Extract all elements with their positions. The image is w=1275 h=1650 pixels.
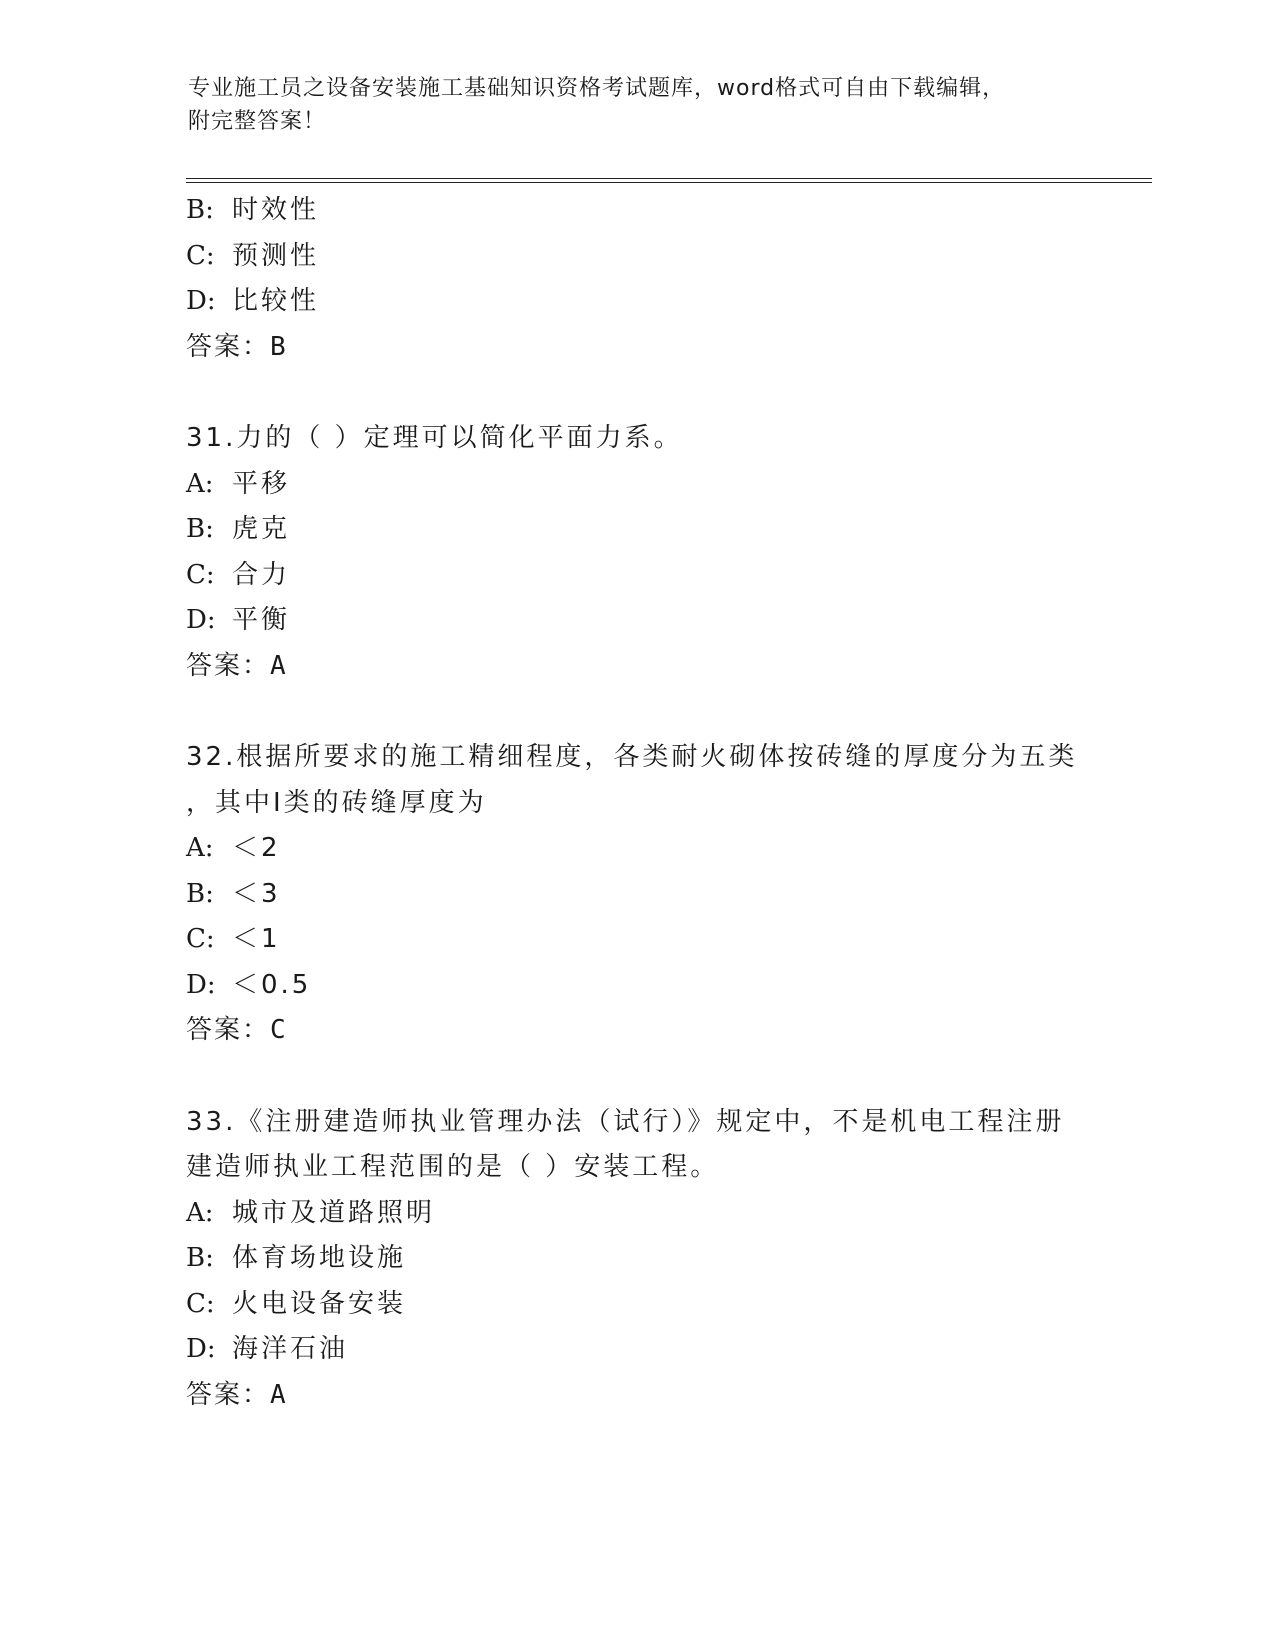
option-c: [186, 1282, 1086, 1328]
answer-line: [186, 1008, 1086, 1054]
option-letter: D:: [186, 969, 216, 1000]
answer-label: 答案：: [186, 331, 271, 362]
option-letter: D:: [186, 1334, 216, 1364]
option-d: [186, 1327, 1086, 1373]
option-a: [186, 826, 1086, 872]
option-b: [186, 188, 1086, 234]
option-text: 比较性: [232, 286, 320, 316]
option-text: 海洋石油: [232, 1334, 349, 1364]
option-text: ＜1: [232, 924, 281, 954]
option-b: [186, 1236, 1086, 1282]
option-letter: B:: [186, 1243, 214, 1273]
option-b: [186, 507, 1086, 553]
question-text-line: 建造师执业工程范围的是（ ）安装工程。: [186, 1152, 720, 1182]
option-text: 合力: [232, 559, 291, 590]
option-text: ＜3: [232, 878, 281, 909]
option-c: [186, 234, 1086, 280]
question-text-line: 32.根据所要求的施工精细程度，各类耐火砌体按砖缝的厚度分为五类: [186, 742, 1078, 772]
question-text-line: 33.《注册建造师执业管理办法（试行）》规定中，不是机电工程注册: [186, 1106, 1065, 1137]
answer-line: [186, 644, 1086, 690]
option-a: [186, 1191, 1086, 1237]
option-text: 虎克: [232, 514, 291, 544]
option-text: 时效性: [232, 195, 320, 225]
option-text: 平衡: [232, 605, 291, 635]
option-letter: B:: [186, 878, 214, 909]
answer-label: 答案：: [186, 650, 271, 681]
option-text: 体育场地设施: [232, 1243, 407, 1273]
option-letter: D:: [186, 286, 216, 316]
option-d: [186, 279, 1086, 325]
header-rule-top: [186, 178, 1152, 179]
header-rule-bottom: [186, 182, 1152, 183]
header-line-2: 附完整答案！: [188, 109, 327, 134]
question-list: [186, 188, 1086, 1418]
option-letter: D:: [186, 605, 216, 635]
question-text-line: ，其中Ⅰ类的砖缝厚度为: [186, 787, 487, 818]
option-letter: C:: [186, 924, 215, 954]
option-text: 火电设备安装: [232, 1288, 407, 1319]
option-text: 城市及道路照明: [232, 1197, 436, 1228]
option-text: 平移: [232, 468, 291, 499]
answer-value: B: [270, 331, 286, 362]
answer-value: A: [270, 1379, 286, 1410]
question-33: [186, 1100, 1086, 1419]
option-text: ＜0.5: [232, 969, 312, 1000]
document-header: [188, 72, 1068, 138]
option-c: [186, 553, 1086, 599]
option-text: ＜2: [232, 833, 281, 863]
option-letter: A:: [186, 468, 214, 499]
option-letter: A:: [186, 833, 214, 863]
question-31: [186, 416, 1086, 689]
option-a: [186, 462, 1086, 508]
option-letter: B:: [186, 514, 214, 544]
answer-label: 答案：: [186, 1379, 271, 1410]
answer-label: 答案：: [186, 1015, 271, 1045]
question-text: [186, 416, 1086, 462]
option-letter: C:: [186, 240, 215, 271]
header-line-1: 专业施工员之设备安装施工基础知识资格考试题库，word格式可自由下载编辑，: [188, 76, 1006, 101]
answer-line: [186, 325, 1086, 371]
option-b: [186, 872, 1086, 918]
option-letter: B:: [186, 195, 214, 225]
option-letter: C:: [186, 1288, 215, 1319]
answer-value: C: [270, 1015, 286, 1045]
question-32: [186, 735, 1086, 1054]
question-30-continued: [186, 188, 1086, 370]
answer-line: [186, 1373, 1086, 1419]
option-c: [186, 917, 1086, 963]
option-letter: A:: [186, 1197, 214, 1228]
option-d: [186, 598, 1086, 644]
option-text: 预测性: [232, 240, 320, 271]
question-text: [186, 1100, 1086, 1191]
answer-value: A: [270, 650, 286, 681]
question-text: [186, 735, 1086, 826]
option-d: [186, 963, 1086, 1009]
option-letter: C:: [186, 559, 215, 590]
question-text-line: 31.力的（ ）定理可以简化平面力系。: [186, 423, 683, 453]
